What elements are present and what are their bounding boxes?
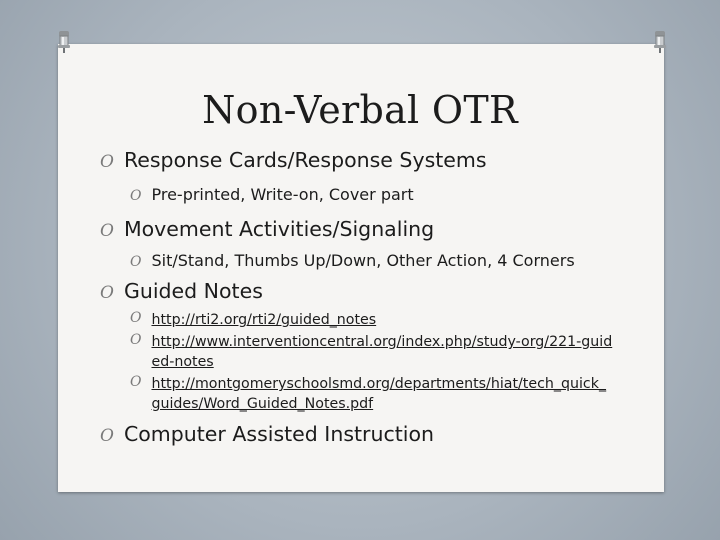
- list-subitem: [130, 332, 613, 372]
- bullet-icon: O: [100, 221, 114, 241]
- list-item-text: Computer Assisted Instruction: [123, 422, 435, 446]
- list-item: [100, 279, 263, 303]
- list-item: [100, 148, 487, 172]
- bullet-icon: O: [100, 426, 114, 446]
- guided-notes-link-rti2[interactable]: http://rti2.org/rti2/guided_notes: [151, 312, 377, 328]
- bullet-icon: O: [100, 152, 114, 172]
- list-item-text: Movement Activities/Signaling: [123, 217, 435, 241]
- list-subitem: [130, 251, 575, 270]
- list-subitem-text: Pre-printed, Write-on, Cover part: [151, 185, 414, 204]
- pushpin-icon: [56, 30, 72, 54]
- bullet-icon: O: [130, 332, 142, 348]
- bullet-icon: O: [130, 310, 142, 326]
- list-subitem: [130, 310, 613, 330]
- guided-notes-link-montgomery[interactable]: http://montgomeryschoolsmd.org/departments/hiat/tech_quick_guides/Word_Guided_Notes.pdf: [151, 376, 607, 412]
- list-subitem-text: Sit/Stand, Thumbs Up/Down, Other Action, 4 Corners: [151, 251, 575, 270]
- bullet-icon: O: [100, 283, 114, 303]
- list-item: [100, 422, 434, 446]
- list-subitem: [130, 374, 613, 414]
- list-item: [100, 217, 434, 241]
- list-item-text: Response Cards/Response Systems: [123, 148, 487, 172]
- bullet-icon: O: [130, 188, 142, 204]
- bullet-icon: O: [130, 254, 142, 270]
- slide-title: Non-Verbal OTR: [202, 88, 518, 132]
- list-item-text: Guided Notes: [123, 279, 263, 303]
- pushpin-icon: [652, 30, 668, 54]
- list-subitem: [130, 185, 414, 204]
- bullet-icon: O: [130, 374, 142, 390]
- guided-notes-link-interventioncentral[interactable]: http://www.interventioncentral.org/index.php/study-org/221-guided-notes: [151, 334, 613, 370]
